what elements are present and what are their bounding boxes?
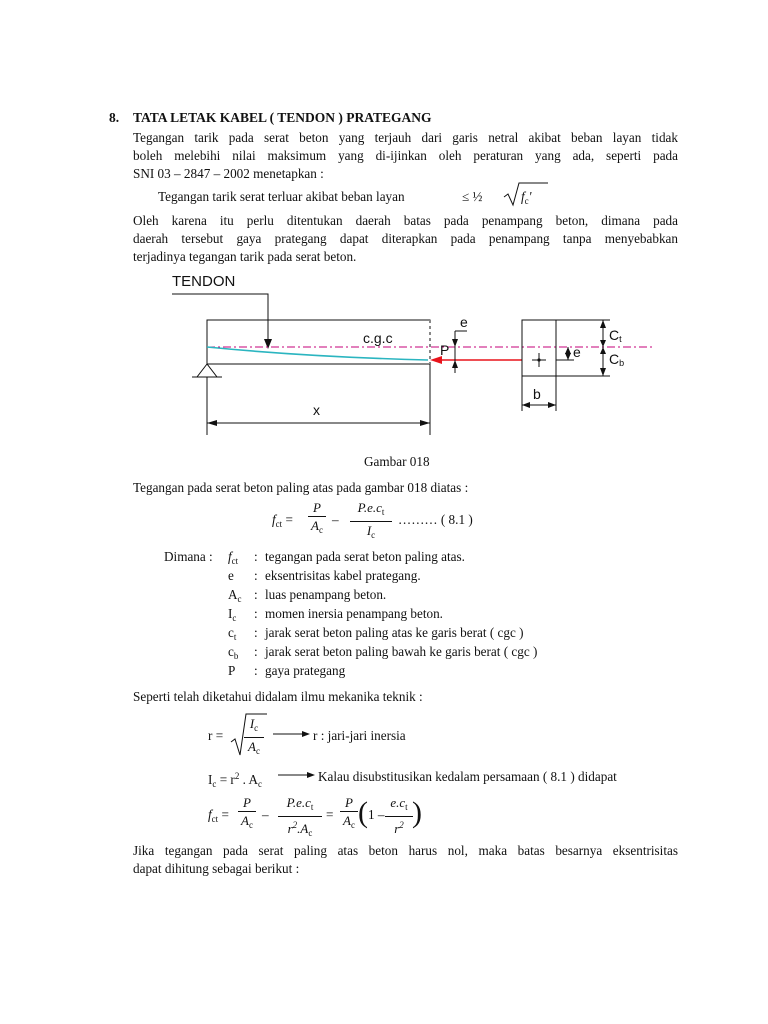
def-row: $f_{ct}$: [228, 549, 239, 566]
tendon-layout-figure: [160, 265, 670, 440]
closing-line-2: dapat dihitung sebagai berikut :: [133, 861, 300, 876]
eq1-minus: –: [332, 512, 339, 527]
intro-line-3: SNI 03 – 2847 – 2002 menetapkan :: [133, 166, 324, 181]
definitions-prefix: Dimana :: [164, 549, 213, 564]
def-row: P: [228, 663, 236, 678]
cgc-label: c.g.c: [363, 330, 393, 346]
ct-label: Ct: [609, 327, 622, 344]
arrow-right-icon: [272, 729, 312, 739]
mech-intro: Seperti telah diketahui didalam ilmu mekanika teknik :: [133, 689, 423, 704]
pin-support: [197, 364, 217, 377]
x-label: x: [313, 402, 320, 418]
eq2-frac-1: P $A_c$: [238, 795, 256, 833]
eq1-lhs: $f_{ct}$ =: [272, 512, 293, 529]
eq2-right-paren: ): [412, 796, 422, 829]
arrow-right-icon: [277, 770, 317, 780]
def-row: $c_t$: [228, 625, 237, 642]
ic-note: Kalau disubstitusikan kedalam persamaan ( 8.1 ) didapat: [318, 769, 617, 784]
eq1-frac-1: P $A_c$: [308, 500, 326, 538]
r-fraction: $I_c$ $A_c$: [244, 716, 264, 759]
eq2-frac-4: $e.c_t$ $r^2$: [385, 795, 413, 836]
b-label: b: [533, 386, 541, 402]
cb-label: Cb: [609, 351, 625, 368]
para2-line-3: terjadinya tegangan tarik pada serat beton.: [133, 249, 357, 264]
eq1-frac-2: $P.e.c_t$ $I_c$: [350, 500, 392, 543]
e-label-section: e: [573, 344, 581, 360]
e-label-top: e: [460, 314, 468, 330]
tendon-label: TENDON: [172, 273, 236, 290]
eq2-one-minus: 1 –: [368, 807, 385, 822]
eq2-frac-3: P $A_c$: [340, 795, 358, 833]
para2-line-2: daerah tersebut gaya prategang dapat diterapkan pada penampang tanpa menyebabkan: [133, 231, 678, 246]
eq1-intro: Tegangan pada serat beton paling atas pada gambar 018 diatas :: [133, 480, 469, 495]
def-row: $A_c$: [228, 587, 242, 604]
eq2-minus: –: [262, 807, 269, 822]
eq2-equals-2: =: [326, 807, 334, 822]
para2-line-1: Oleh karena itu perlu ditentukan daerah batas pada penampang beton, dimana pada: [133, 213, 678, 228]
def-row: $I_c$: [228, 606, 237, 623]
r-lhs: r =: [208, 728, 224, 743]
section-number: 8.: [109, 110, 120, 125]
eq2-frac-2: $P.e.c_t$ $r^2.A_c$: [278, 795, 322, 841]
r-note: r : jari-jari inersia: [313, 728, 406, 743]
def-row: e: [228, 568, 234, 583]
eq2-left-paren: (: [358, 796, 368, 829]
rule-fc: $f_c'$: [521, 189, 532, 206]
intro-line-1: Tegangan tarik pada serat beton yang terjauh dari garis netral akibat beban layan tidak: [133, 130, 678, 145]
tendon-curve: [207, 347, 428, 360]
closing-line-1: Jika tegangan pada serat paling atas beton harus nol, maka batas besarnya eksentrisitas: [133, 843, 678, 858]
eq1-reference: ……… ( 8.1 ): [398, 512, 473, 527]
p-label: P: [440, 342, 450, 358]
intro-line-2: boleh melebihi nilai maksimum yang di-ijinkan oleh peraturan yang ada, seperti pada: [133, 148, 678, 163]
rule-operator: ≤ ½: [462, 189, 483, 204]
document-page: 8. TATA LETAK KABEL ( TENDON ) PRATEGANG Tegangan tarik pada serat beton yang terjauh dari garis netral akibat beban layan tidak boleh melebihi nilai maksimum yang di-ijinkan oleh peraturan yang ada, seperti pada SNI 03 – 2847 – 2002 menetapkan : Tegangan tarik serat terluar akibat beban layan ≤ ½ $f_c'$ Oleh karena itu perlu ditentukan daerah batas pada penampang beton, dimana pada daerah tersebut gaya prategang dapat diterapkan pada penampang tanpa menyebabkan terjadinya tegangan tarik pada serat beton. TENDON c.g.c x P e b e Ct Cb Gambar 018 Tegangan pada serat beton paling atas pada gambar 018 diatas : $f_{ct}$ = P $A_c$ – $P.e.c_t$ $I_c$ ……… ( 8.1 ) Dimana : $f_{ct}$ : tegangan pada serat beton paling atas. e : eksentrisitas kabel prategang. $A_c$ : luas penampang beton. $I_c$ : momen inersia penampang beton. $c_t$ : jarak serat beton paling atas ke garis berat ( cgc ) $c_b$ : jarak serat beton paling bawah ke garis berat ( cgc ) P : gaya prategang Seperti telah diketahui didalam ilmu mekanika teknik : r = $I_c$ $A_c$ r : jari-jari inersia $I_c = r^2$ . $A_c$ Kalau disubstitusikan kedalam persamaan ( 8.1 ) didapat $f_{ct}$ = P $A_c$ – $P.e.c_t$ $r^2.A_c$ = P $A_c$ ( 1 – $e.c_t$ $r^2$ ) Jika tegangan pada serat paling atas beton harus nol, maka batas besarnya eksentrisitas dapat dihitung sebagai berikut :: [109, 110, 678, 876]
rule-text: Tegangan tarik serat terluar akibat beban layan: [158, 189, 405, 204]
eq2-lhs: $f_{ct}$ =: [208, 807, 229, 824]
ic-equation: $I_c = r^2$ . $A_c$: [208, 771, 263, 789]
def-row: $c_b$: [228, 644, 239, 661]
cross-section-outline: [522, 320, 556, 376]
figure-caption: Gambar 018: [364, 454, 430, 469]
section-title: TATA LETAK KABEL ( TENDON ) PRATEGANG: [133, 110, 432, 125]
beam-outline: [207, 320, 430, 364]
